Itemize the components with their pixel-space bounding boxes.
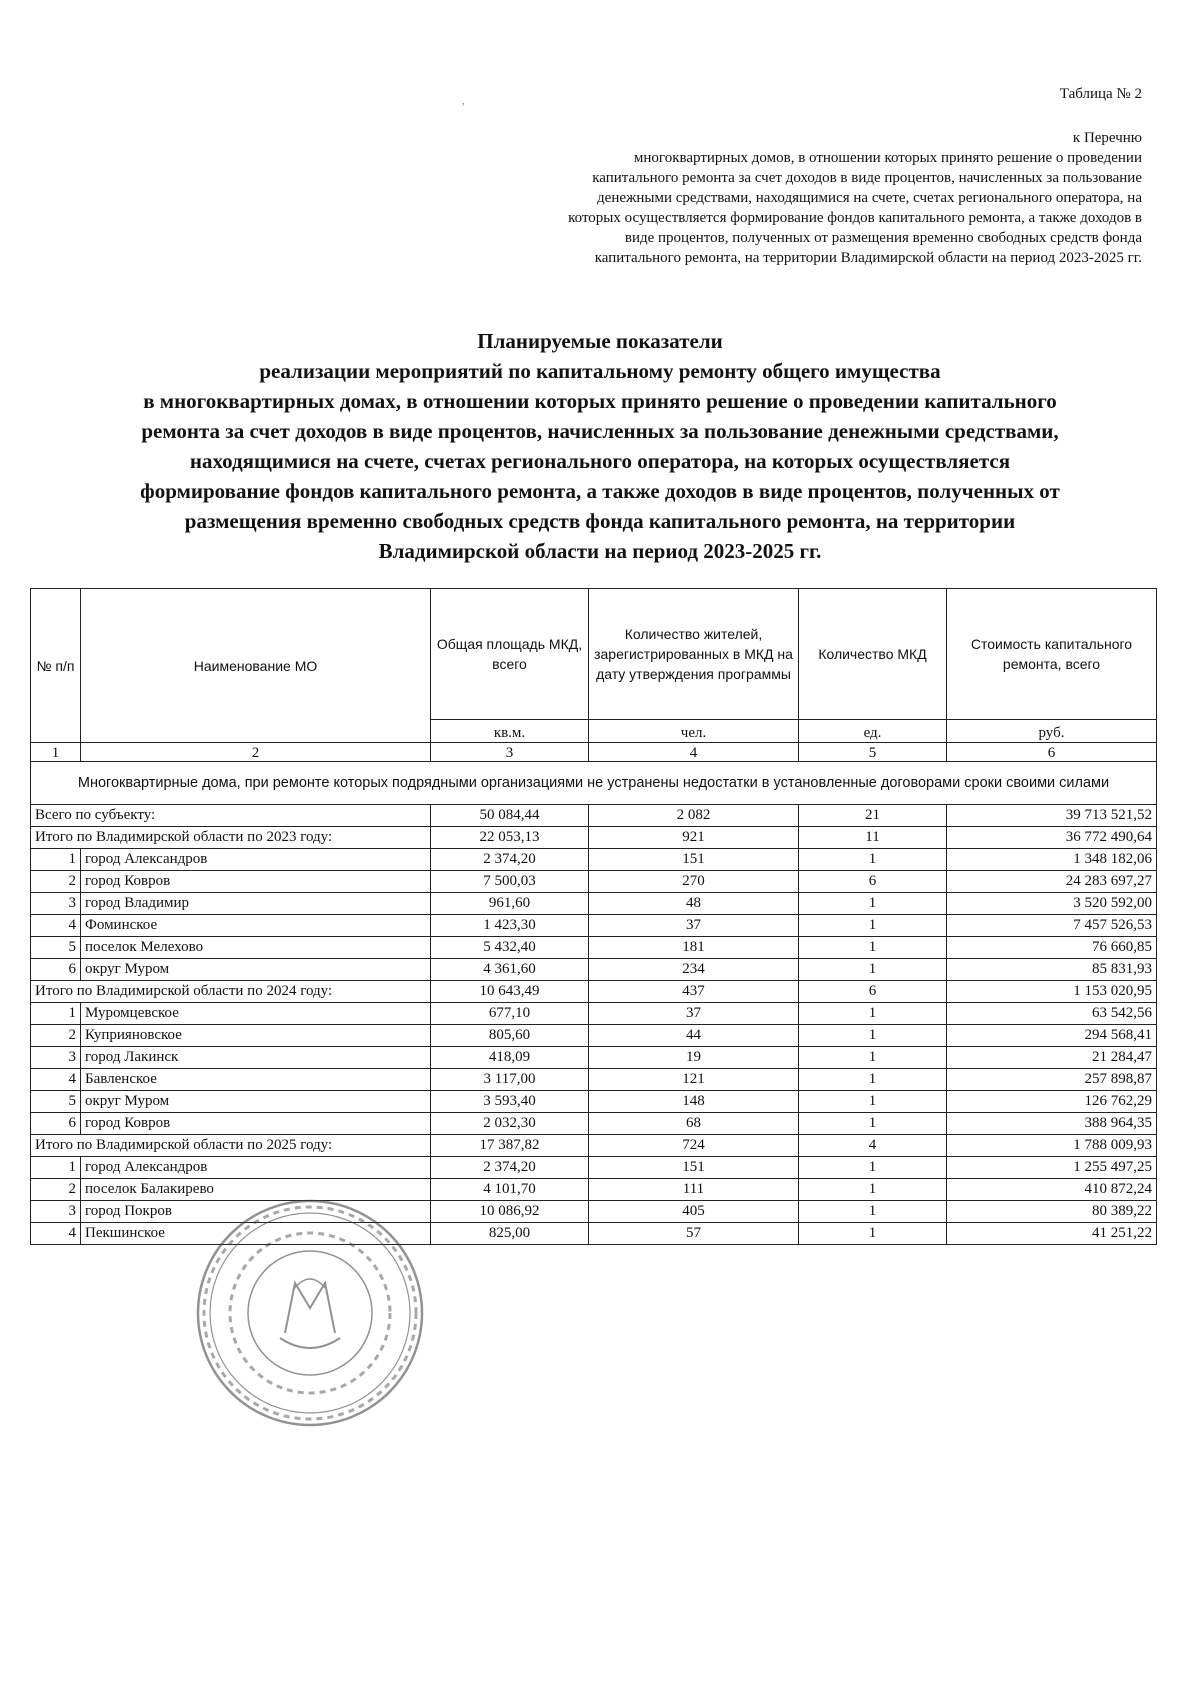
row-mo-name: город Владимир	[81, 893, 431, 915]
year-residents: 921	[589, 827, 799, 849]
row-residents: 57	[589, 1223, 799, 1245]
title-line: формирование фондов капитального ремонта, а также доходов в виде процентов, полученных от	[140, 479, 1060, 503]
title-line: реализации мероприятий по капитальному ремонту общего имущества	[259, 359, 941, 383]
row-buildings: 1	[799, 1091, 947, 1113]
title-line: находящимися на счете, счетах регионального оператора, на которых осуществляется	[189, 449, 1011, 473]
row-mo-name: город Ковров	[81, 871, 431, 893]
year-buildings: 6	[799, 981, 947, 1003]
document-title	[50, 326, 1150, 566]
row-mo-name: округ Муром	[81, 1091, 431, 1113]
row-residents: 44	[589, 1025, 799, 1047]
row-cost: 388 964,35	[947, 1113, 1157, 1135]
preamble-line: капитального ремонта за счет доходов в виде процентов, начисленных за пользование	[592, 170, 1142, 186]
row-area: 805,60	[431, 1025, 589, 1047]
row-residents: 19	[589, 1047, 799, 1069]
row-mo-name: город Лакинск	[81, 1047, 431, 1069]
year-subtotal-row	[31, 827, 1157, 849]
total-area: 50 084,44	[431, 805, 589, 827]
row-area: 825,00	[431, 1223, 589, 1245]
row-buildings: 1	[799, 937, 947, 959]
total-buildings: 21	[799, 805, 947, 827]
year-area: 22 053,13	[431, 827, 589, 849]
row-number: 1	[31, 1003, 81, 1025]
row-cost: 21 284,47	[947, 1047, 1157, 1069]
row-cost: 126 762,29	[947, 1091, 1157, 1113]
table-row	[31, 1113, 1157, 1135]
row-cost: 85 831,93	[947, 959, 1157, 981]
row-residents: 148	[589, 1091, 799, 1113]
row-residents: 121	[589, 1069, 799, 1091]
year-buildings: 11	[799, 827, 947, 849]
unit-residents: чел.	[589, 720, 799, 743]
table-row	[31, 849, 1157, 871]
row-buildings: 1	[799, 1113, 947, 1135]
row-buildings: 1	[799, 893, 947, 915]
row-cost: 7 457 526,53	[947, 915, 1157, 937]
row-number: 5	[31, 937, 81, 959]
row-number: 3	[31, 1047, 81, 1069]
row-number: 2	[31, 1179, 81, 1201]
title-line: в многоквартирных домах, в отношении которых принято решение о проведении капитального	[143, 389, 1057, 413]
row-buildings: 1	[799, 915, 947, 937]
row-number: 3	[31, 1201, 81, 1223]
title-line: Планируемые показатели	[477, 329, 723, 353]
year-cost: 1 153 020,95	[947, 981, 1157, 1003]
preamble-line: капитального ремонта, на территории Владимирской области на период 2023-2025 гг.	[594, 250, 1142, 266]
row-residents: 111	[589, 1179, 799, 1201]
row-mo-name: город Покров	[81, 1201, 431, 1223]
row-mo-name: поселок Балакирево	[81, 1179, 431, 1201]
row-cost: 76 660,85	[947, 937, 1157, 959]
row-mo-name: Фоминское	[81, 915, 431, 937]
row-cost: 1 348 182,06	[947, 849, 1157, 871]
column-number: 3	[431, 743, 589, 762]
row-buildings: 1	[799, 1223, 947, 1245]
row-area: 4 361,60	[431, 959, 589, 981]
row-number: 4	[31, 1069, 81, 1091]
row-area: 10 086,92	[431, 1201, 589, 1223]
section-title: Многоквартирные дома, при ремонте которых подрядными организациями не устранены недостатки в установленные договорами сроки своими силами	[31, 762, 1157, 805]
unit-area: кв.м.	[431, 720, 589, 743]
title-line: ремонта за счет доходов в виде процентов, начисленных за пользование денежными средствами,	[141, 419, 1059, 443]
year-area: 10 643,49	[431, 981, 589, 1003]
total-label: Всего по субъекту:	[31, 805, 431, 827]
row-mo-name: поселок Мелехово	[81, 937, 431, 959]
row-area: 961,60	[431, 893, 589, 915]
row-mo-name: Пекшинское	[81, 1223, 431, 1245]
scan-speck: ,	[462, 96, 465, 107]
preamble-line: виде процентов, полученных от размещения временно свободных средств фонда	[624, 230, 1142, 246]
column-number: 2	[81, 743, 431, 762]
table-row	[31, 1003, 1157, 1025]
column-number: 6	[947, 743, 1157, 762]
row-cost: 3 520 592,00	[947, 893, 1157, 915]
year-label: Итого по Владимирской области по 2024 году:	[31, 981, 431, 1003]
row-buildings: 1	[799, 1157, 947, 1179]
table-number-label: Таблица № 2	[1059, 86, 1142, 102]
total-residents: 2 082	[589, 805, 799, 827]
row-buildings: 1	[799, 959, 947, 981]
row-number: 6	[31, 959, 81, 981]
row-residents: 234	[589, 959, 799, 981]
col-header-number: № п/п	[31, 589, 81, 743]
row-residents: 68	[589, 1113, 799, 1135]
row-area: 418,09	[431, 1047, 589, 1069]
year-cost: 36 772 490,64	[947, 827, 1157, 849]
year-subtotal-row	[31, 1135, 1157, 1157]
preamble-line: к Перечню	[1072, 130, 1142, 146]
row-cost: 257 898,87	[947, 1069, 1157, 1091]
table-row	[31, 1025, 1157, 1047]
row-mo-name: округ Муром	[81, 959, 431, 981]
row-residents: 270	[589, 871, 799, 893]
table-row	[31, 915, 1157, 937]
row-residents: 151	[589, 1157, 799, 1179]
table-row	[31, 871, 1157, 893]
preamble-line: денежными средствами, находящимися на счете, счетах регионального оператора, на	[597, 190, 1142, 206]
row-number: 1	[31, 849, 81, 871]
row-mo-name: город Александров	[81, 849, 431, 871]
row-buildings: 1	[799, 1179, 947, 1201]
year-area: 17 387,82	[431, 1135, 589, 1157]
official-stamp	[185, 1188, 435, 1438]
row-number: 5	[31, 1091, 81, 1113]
row-mo-name: Куприяновское	[81, 1025, 431, 1047]
row-number: 4	[31, 1223, 81, 1245]
total-row	[31, 805, 1157, 827]
title-line: Владимирской области на период 2023-2025 гг.	[378, 539, 822, 563]
row-area: 1 423,30	[431, 915, 589, 937]
row-buildings: 6	[799, 871, 947, 893]
col-header-area: Общая площадь МКД, всего	[431, 589, 589, 720]
preamble-line: которых осуществляется формирование фондов капитального ремонта, а также доходов в	[568, 210, 1142, 226]
row-area: 2 032,30	[431, 1113, 589, 1135]
row-area: 3 117,00	[431, 1069, 589, 1091]
row-mo-name: город Ковров	[81, 1113, 431, 1135]
row-number: 2	[31, 871, 81, 893]
row-cost: 63 542,56	[947, 1003, 1157, 1025]
row-cost: 294 568,41	[947, 1025, 1157, 1047]
row-number: 1	[31, 1157, 81, 1179]
total-cost: 39 713 521,52	[947, 805, 1157, 827]
row-area: 7 500,03	[431, 871, 589, 893]
row-residents: 405	[589, 1201, 799, 1223]
table-row	[31, 893, 1157, 915]
table-row	[31, 1091, 1157, 1113]
year-residents: 724	[589, 1135, 799, 1157]
preamble	[442, 128, 1142, 268]
year-cost: 1 788 009,93	[947, 1135, 1157, 1157]
unit-cost: руб.	[947, 720, 1157, 743]
row-buildings: 1	[799, 1201, 947, 1223]
row-residents: 48	[589, 893, 799, 915]
indicators-table	[30, 588, 1157, 1245]
row-number: 6	[31, 1113, 81, 1135]
row-area: 677,10	[431, 1003, 589, 1025]
row-mo-name: Бавленское	[81, 1069, 431, 1091]
row-cost: 1 255 497,25	[947, 1157, 1157, 1179]
table-row	[31, 1157, 1157, 1179]
row-area: 4 101,70	[431, 1179, 589, 1201]
column-number: 5	[799, 743, 947, 762]
row-area: 5 432,40	[431, 937, 589, 959]
row-buildings: 1	[799, 849, 947, 871]
row-cost: 410 872,24	[947, 1179, 1157, 1201]
table-row	[31, 959, 1157, 981]
row-number: 4	[31, 915, 81, 937]
table-row	[31, 1069, 1157, 1091]
row-mo-name: Муромцевское	[81, 1003, 431, 1025]
col-header-residents: Количество жителей, зарегистрированных в МКД на дату утверждения программы	[589, 589, 799, 720]
year-subtotal-row	[31, 981, 1157, 1003]
col-header-cost: Стоимость капитального ремонта, всего	[947, 589, 1157, 720]
row-cost: 24 283 697,27	[947, 871, 1157, 893]
year-label: Итого по Владимирской области по 2025 году:	[31, 1135, 431, 1157]
year-buildings: 4	[799, 1135, 947, 1157]
col-header-buildings: Количество МКД	[799, 589, 947, 720]
row-residents: 37	[589, 1003, 799, 1025]
row-buildings: 1	[799, 1003, 947, 1025]
row-number: 3	[31, 893, 81, 915]
row-cost: 41 251,22	[947, 1223, 1157, 1245]
col-header-mo-name: Наименование МО	[81, 589, 431, 743]
preamble-line: многоквартирных домов, в отношении которых принято решение о проведении	[633, 150, 1142, 166]
unit-buildings: ед.	[799, 720, 947, 743]
table-header	[31, 589, 1157, 762]
row-residents: 181	[589, 937, 799, 959]
row-mo-name: город Александров	[81, 1157, 431, 1179]
row-area: 2 374,20	[431, 849, 589, 871]
table-row	[31, 1047, 1157, 1069]
table-body	[31, 762, 1157, 1245]
row-buildings: 1	[799, 1069, 947, 1091]
row-residents: 151	[589, 849, 799, 871]
year-residents: 437	[589, 981, 799, 1003]
row-number: 2	[31, 1025, 81, 1047]
row-buildings: 1	[799, 1047, 947, 1069]
row-area: 3 593,40	[431, 1091, 589, 1113]
row-residents: 37	[589, 915, 799, 937]
column-number: 1	[31, 743, 81, 762]
table-row	[31, 937, 1157, 959]
column-number: 4	[589, 743, 799, 762]
title-line: размещения временно свободных средств фонда капитального ремонта, на территории	[184, 509, 1016, 533]
year-label: Итого по Владимирской области по 2023 году:	[31, 827, 431, 849]
row-area: 2 374,20	[431, 1157, 589, 1179]
row-buildings: 1	[799, 1025, 947, 1047]
row-cost: 80 389,22	[947, 1201, 1157, 1223]
